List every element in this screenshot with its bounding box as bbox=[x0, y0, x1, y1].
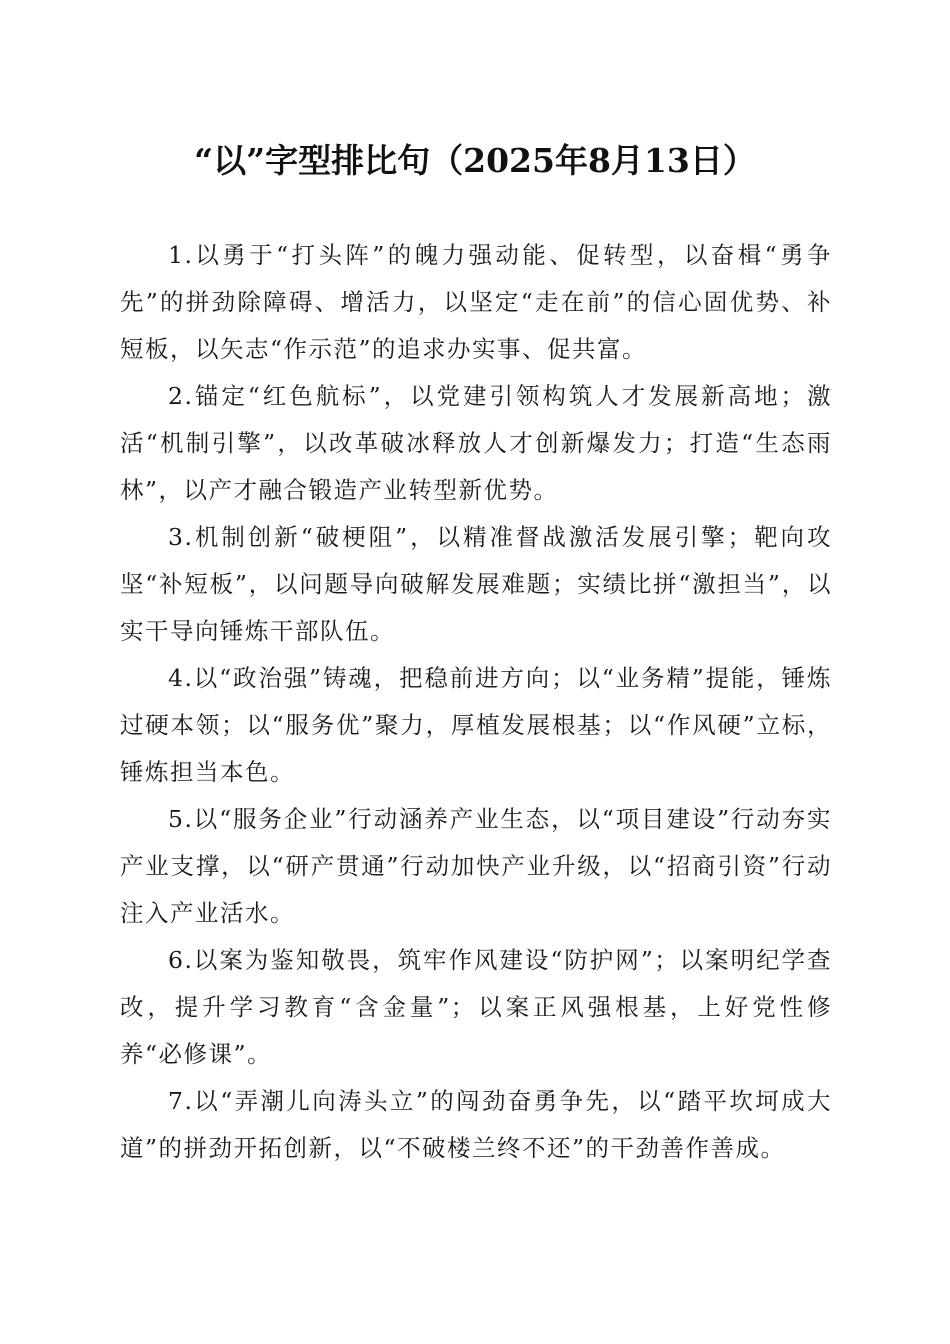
document-body bbox=[120, 232, 832, 1172]
paragraph-5: 5.以“服务企业”行动涵养产业生态，以“项目建设”行动夯实产业支撑，以“研产贯通”行动加快产业升级，以“招商引资”行动注入产业活水。 bbox=[120, 805, 832, 927]
paragraph-2: 2.锚定“红色航标”，以党建引领构筑人才发展新高地；激活“机制引擎”，以改革破冰释放人才创新爆发力；打造“生态雨林”，以产才融合锻造产业转型新优势。 bbox=[120, 382, 832, 504]
paragraph-1: 1.以勇于“打头阵”的魄力强动能、促转型，以奋楫“勇争先”的拼劲除障碍、增活力，以坚定“走在前”的信心固优势、补短板，以矢志“作示范”的追求办实事、促共富。 bbox=[120, 241, 832, 363]
paragraph-4: 4.以“政治强”铸魂，把稳前进方向；以“业务精”提能，锤炼过硬本领；以“服务优”聚力，厚植发展根基；以“作风硬”立标，锤炼担当本色。 bbox=[120, 664, 832, 786]
paragraph-7: 7.以“弄潮儿向涛头立”的闯劲奋勇争先，以“踏平坎坷成大道”的拼劲开拓创新，以“不破楼兰终不还”的干劲善作善成。 bbox=[120, 1087, 832, 1162]
paragraph-6: 6.以案为鉴知敬畏，筑牢作风建设“防护网”；以案明纪学查改，提升学习教育“含金量”；以案正风强根基，上好党性修养“必修课”。 bbox=[120, 946, 832, 1068]
paragraph-3: 3.机制创新“破梗阻”，以精准督战激活发展引擎；靶向攻坚“补短板”，以问题导向破解发展难题；实绩比拼“激担当”，以实干导向锤炼干部队伍。 bbox=[120, 523, 832, 645]
page-title: “以”字型排比句（2025年8月13日） bbox=[194, 141, 756, 180]
